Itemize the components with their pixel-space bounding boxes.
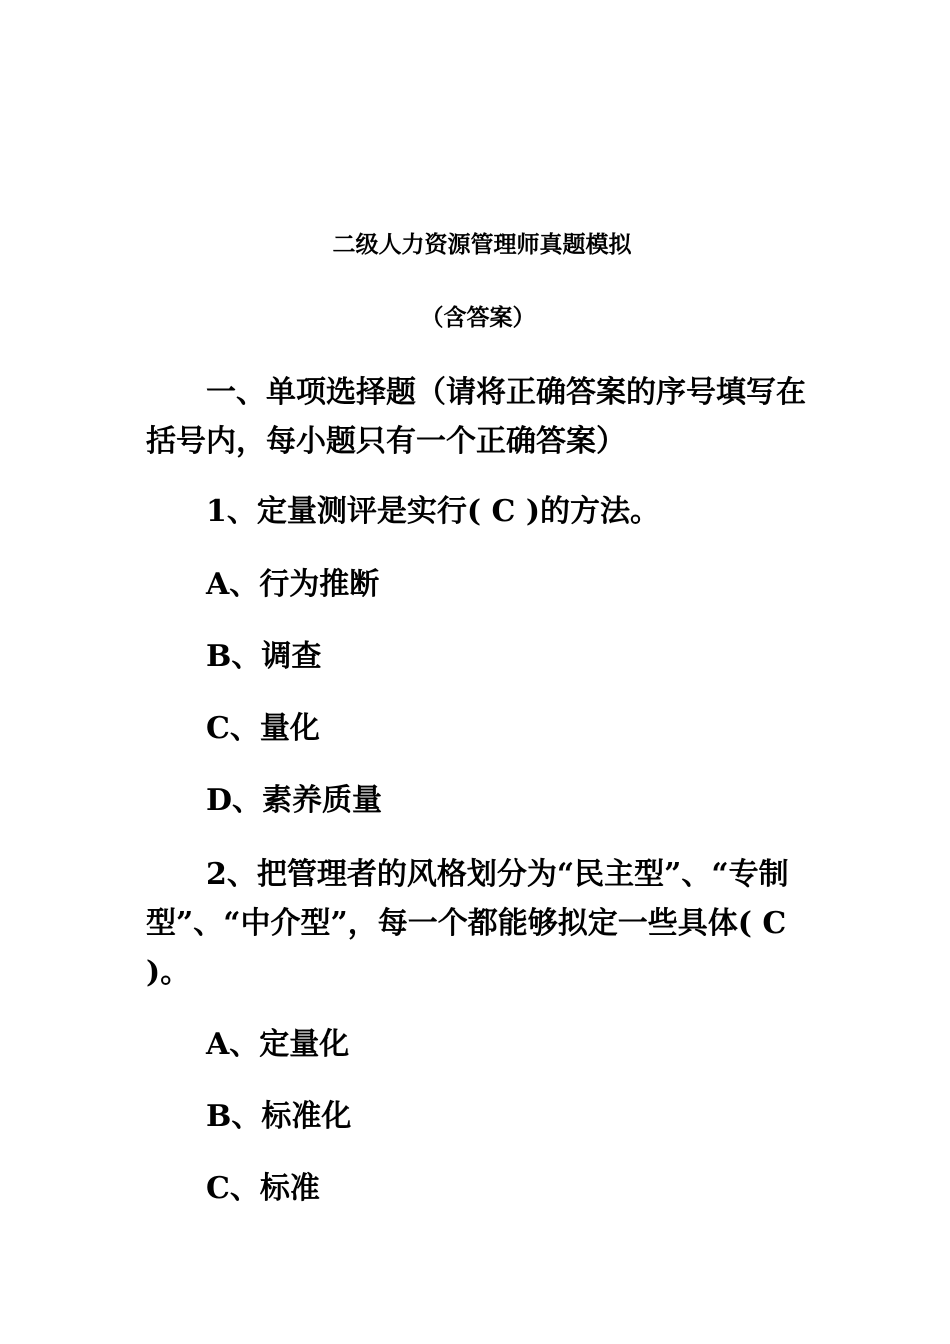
question-1-option-a: A、行为推断 bbox=[206, 567, 380, 602]
question-2-option-a: A、定量化 bbox=[206, 1027, 350, 1062]
question-2-option-c: C、标准 bbox=[206, 1171, 320, 1206]
question-2-stem: 2、把管理者的风格划分为“民主型”、“专制型”、“中介型”，每一个都能够拟定一些具体( C )。 bbox=[146, 857, 789, 990]
document-title: 二级人力资源管理师真题模拟 bbox=[332, 231, 632, 258]
document-subtitle: （含答案） bbox=[420, 304, 536, 331]
section-heading: 一、单项选择题（请将正确答案的序号填写在括号内，每小题只有一个正确答案） bbox=[146, 375, 806, 459]
question-1-stem: 1、定量测评是实行( C )的方法。 bbox=[206, 494, 661, 529]
question-1-option-b: B、调查 bbox=[206, 639, 322, 674]
question-2-option-b: B、标准化 bbox=[206, 1099, 352, 1134]
question-1-option-c: C、量化 bbox=[206, 711, 320, 746]
question-1-option-d: D、素养质量 bbox=[206, 783, 383, 818]
